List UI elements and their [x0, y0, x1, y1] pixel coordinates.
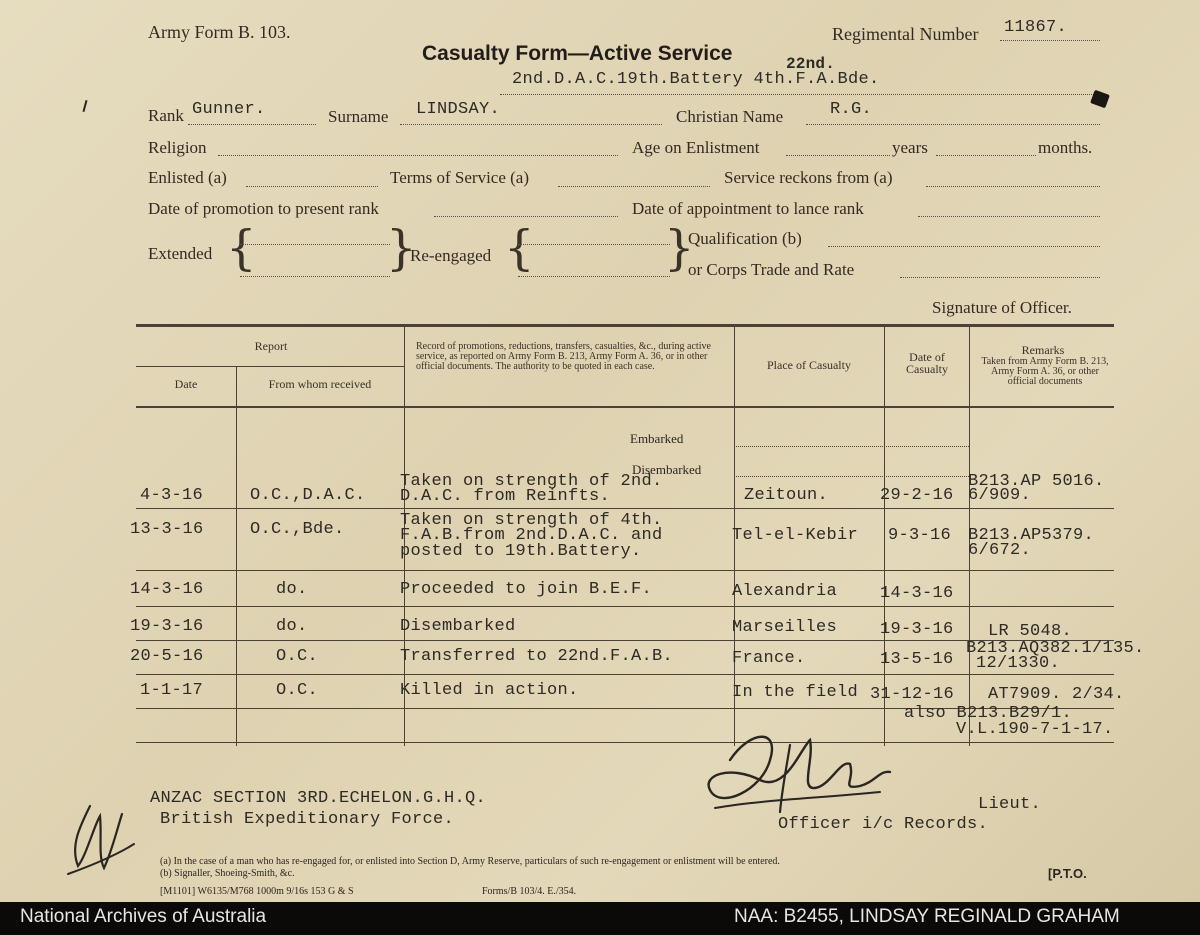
religion-label: Religion — [148, 138, 207, 157]
watermark-right: NAA: B2455, LINDSAY REGINALD GRAHAM — [734, 906, 1120, 927]
entry-6-from: O.C. — [276, 681, 319, 700]
date-casualty-header: Date of Casualty — [906, 350, 948, 376]
entry-2-date: 13-3-16 — [130, 520, 204, 539]
reengaged-brace-right: } — [664, 220, 695, 276]
reengaged-label: Re-engaged — [410, 246, 492, 265]
reckons-label: Service reckons from (a) — [724, 168, 893, 187]
christian-name-label: Christian Name — [676, 107, 784, 126]
extra-remarks-line1: also B213.B29/1. — [904, 704, 1073, 723]
entry-5-remarks-line2: 12/1330. — [976, 654, 1061, 673]
extended-label: Extended — [148, 244, 213, 263]
from-whom-header: From whom received — [268, 377, 372, 391]
entry-3-from: do. — [276, 580, 308, 599]
print-info: [M1101] W6135/M768 1000m 9/16s 153 G & S — [160, 886, 354, 897]
stamp-officer: Officer i/c Records. — [778, 815, 989, 834]
entry-4-date: 19-3-16 — [130, 617, 204, 636]
entry-4-from: do. — [276, 617, 308, 636]
form-title: Casualty Form—Active Service — [422, 42, 733, 65]
forms-code: Forms/B 103/4. E./354. — [482, 886, 577, 897]
entry-2-remarks-line2: 6/672. — [968, 541, 1032, 560]
enlisted-label: Enlisted (a) — [148, 168, 227, 187]
entry-3-record: Proceeded to join B.E.F. — [400, 580, 653, 599]
extra-remarks-line2: V.L.190-7-1-17. — [956, 720, 1114, 739]
stamp-line-1: ANZAC SECTION 3RD.ECHELON.G.H.Q. — [150, 789, 487, 808]
entry-3-date: 14-3-16 — [130, 580, 204, 599]
pto-label: [P.T.O. — [1048, 866, 1087, 881]
lance-label: Date of appointment to lance rank — [632, 199, 864, 218]
trade-label: or Corps Trade and Rate — [688, 260, 855, 279]
footnote-b: (b) Signaller, Shoeing-Smith, &c. — [160, 868, 295, 879]
age-label: Age on Enlistment — [632, 138, 760, 157]
date-header: Date — [174, 377, 198, 391]
entry-3-place: Alexandria — [732, 582, 838, 601]
signature-of-officer-label: Signature of Officer. — [932, 298, 1072, 317]
regimental-number-value: 11867. — [1004, 18, 1068, 37]
rank-label: Rank — [148, 106, 184, 125]
terms-label: Terms of Service (a) — [390, 168, 529, 187]
entry-1-remarks-line1: B213.AP 5016. — [968, 472, 1105, 491]
officer-signature — [690, 720, 910, 830]
entry-6-place: In the field — [732, 683, 859, 702]
margin-mark — [82, 100, 87, 112]
entry-1-place: Zeitoun. — [744, 486, 829, 505]
entry-6-remarks: AT7909. 2/34. — [988, 685, 1125, 704]
entry-4-record: Disembarked — [400, 617, 516, 636]
entry-1-date: 4-3-16 — [140, 486, 204, 505]
entry-5-date: 20-5-16 — [130, 647, 204, 666]
entry-2-record-line3: posted to 19th.Battery. — [400, 542, 642, 561]
entry-5-place: France. — [732, 649, 806, 668]
entry-6-record: Killed in action. — [400, 681, 579, 700]
entry-2-casualty-date: 9-3-16 — [888, 526, 952, 545]
entry-5-record: Transferred to 22nd.F.A.B. — [400, 647, 674, 666]
surname-value: LINDSAY. — [416, 100, 501, 119]
rank-value: Gunner. — [192, 100, 266, 119]
christian-name-value: R.G. — [830, 100, 873, 119]
qualification-label: Qualification (b) — [688, 229, 802, 248]
footnote-a: (a) In the case of a man who has re-engaged for, or enlisted into Section D, Army Reserve, particulars of such re-engagement or enlistment will be entered. — [160, 856, 780, 867]
entry-2-place: Tel-el-Kebir — [732, 526, 859, 545]
entry-4-remarks: LR 5048. — [988, 622, 1073, 641]
place-header: Place of Casualty — [767, 358, 851, 372]
entry-6-date: 1-1-17 — [140, 681, 204, 700]
stamp-line-2: British Expeditionary Force. — [160, 810, 455, 829]
entry-4-casualty-date: 19-3-16 — [880, 620, 954, 639]
months-label: months. — [1038, 138, 1093, 157]
extended-brace-right: } — [386, 220, 417, 276]
entry-4-place: Marseilles — [732, 618, 838, 637]
entry-1-from: O.C.,D.A.C. — [250, 486, 366, 505]
entry-2-record-line2: F.A.B.from 2nd.D.A.C. and — [400, 526, 663, 545]
report-header: Report — [254, 339, 288, 353]
surname-label: Surname — [328, 107, 389, 126]
promotion-label: Date of promotion to present rank — [148, 199, 379, 218]
entry-1-record-line1: Taken on strength of 2nd. — [400, 472, 663, 491]
regiment-value: 2nd.D.A.C.19th.Battery 4th.F.A.Bde. — [512, 70, 880, 89]
entry-2-from: O.C.,Bde. — [250, 520, 345, 539]
entry-3-casualty-date: 14-3-16 — [880, 584, 954, 603]
entry-5-from: O.C. — [276, 647, 319, 666]
ink-blot — [1090, 90, 1110, 109]
reengaged-brace-left: { — [504, 220, 535, 276]
entry-1-remarks-line2: 6/909. — [968, 486, 1032, 505]
record-header: Record of promotions, reductions, transfers, casualties, &c., during active service, as reported on Army Form B. 213, Army Form A. 36, or in other official documents. The authority to be quoted in each case. — [416, 341, 711, 372]
regimental-number-label: Regimental Number — [832, 24, 979, 44]
entry-2-record-line1: Taken on strength of 4th. — [400, 511, 663, 530]
embarked-label: Embarked — [630, 431, 684, 446]
entry-5-remarks-line1: B213.AQ382.1/135. — [966, 639, 1145, 658]
remarks-subheader: Taken from Army Form B. 213, Army Form A. 36, or other official documents — [981, 356, 1109, 387]
form-number: Army Form B. 103. — [148, 22, 291, 42]
regiment-overtype: 22nd. — [786, 55, 836, 73]
extended-brace-left: { — [226, 220, 257, 276]
watermark-left: National Archives of Australia — [20, 906, 267, 927]
entry-6-casualty-date: 31-12-16 — [870, 685, 955, 704]
stamp-rank: Lieut. — [978, 795, 1042, 814]
disembarked-label: Disembarked — [632, 462, 702, 477]
entry-1-record-line2: D.A.C. from Reinfts. — [400, 487, 611, 506]
handwritten-initials — [60, 796, 140, 886]
remarks-header: Remarks — [1021, 343, 1065, 357]
years-label: years — [892, 138, 928, 157]
entry-1-casualty-date: 29-2-16 — [880, 486, 954, 505]
entry-5-casualty-date: 13-5-16 — [880, 650, 954, 669]
entry-2-remarks-line1: B213.AP5379. — [968, 526, 1095, 545]
